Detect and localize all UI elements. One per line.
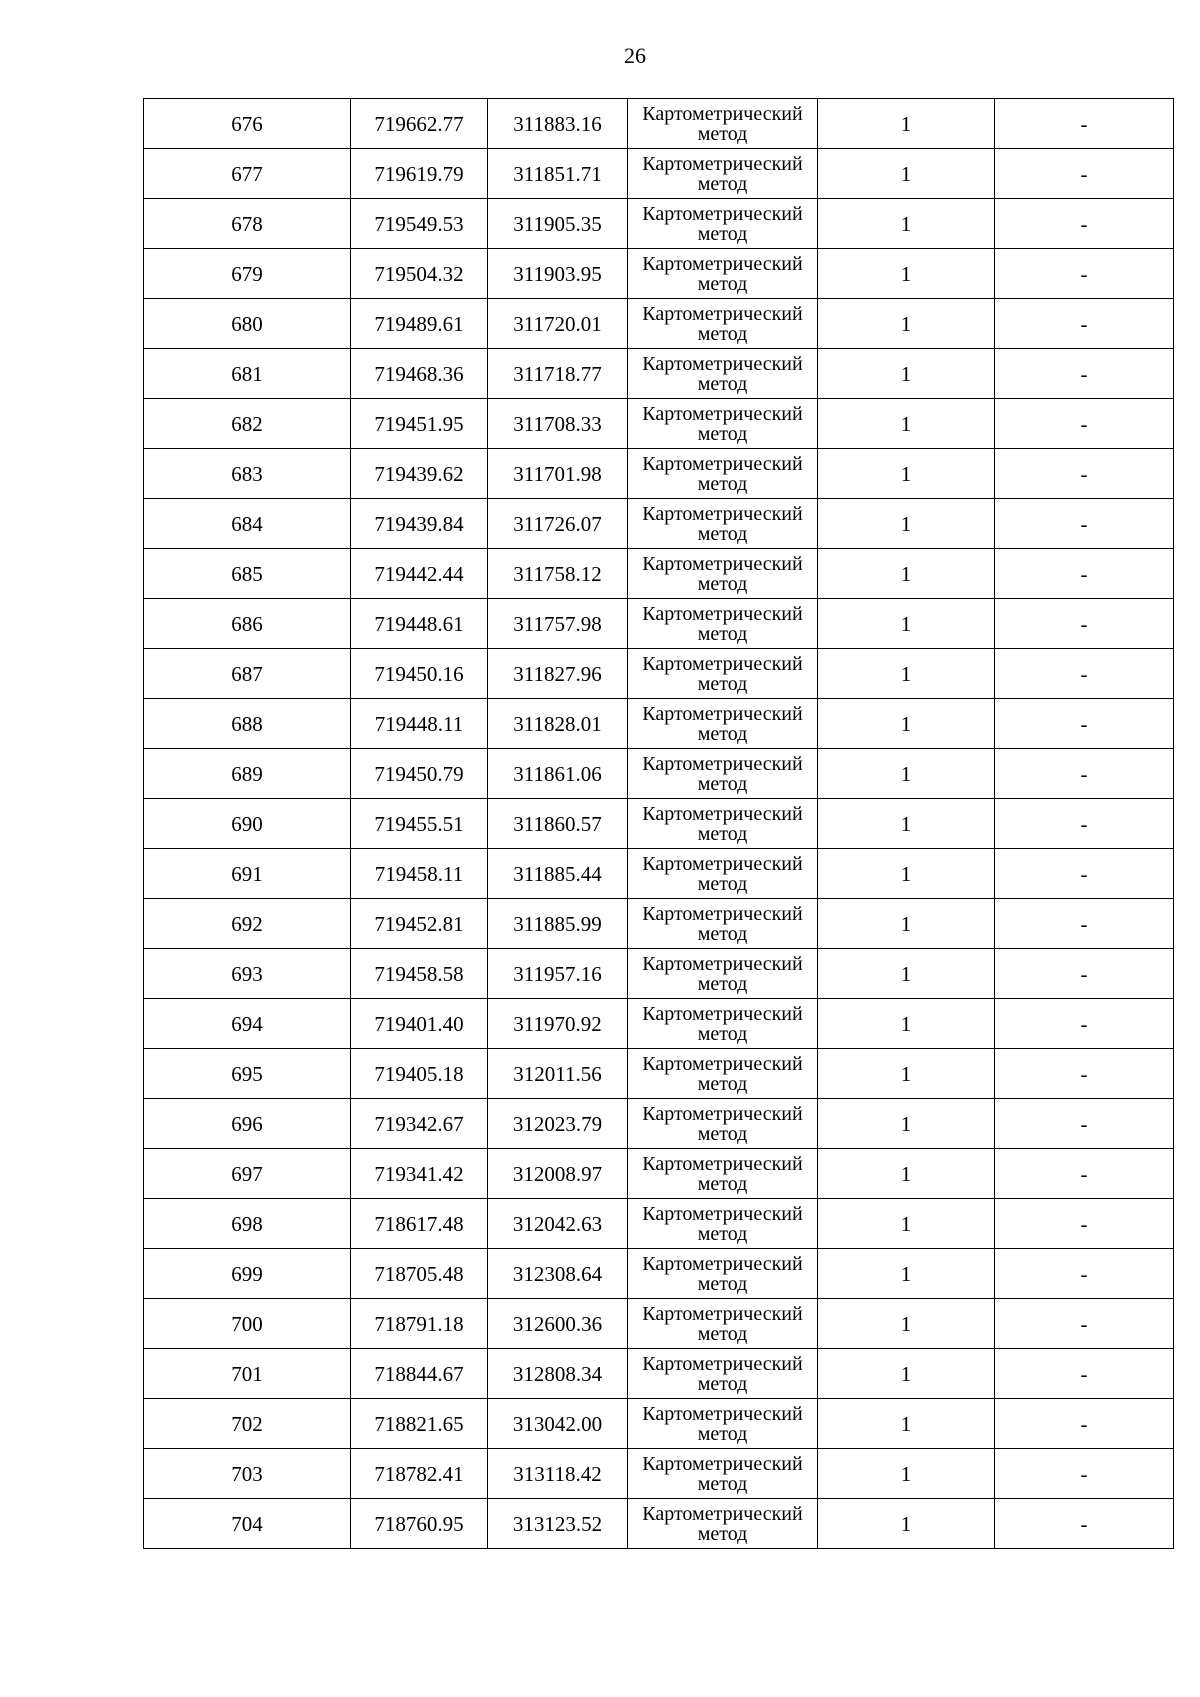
method-cell: [628, 449, 818, 499]
method-line-1: Картометрический: [642, 1402, 803, 1425]
accuracy: 1: [818, 1099, 995, 1149]
method-line-2: метод: [697, 1122, 748, 1145]
accuracy: 1: [818, 1149, 995, 1199]
coordinate-y: 311903.95: [488, 249, 628, 299]
coordinate-y: 311758.12: [488, 549, 628, 599]
table-row: [144, 1049, 1174, 1099]
table-row: [144, 299, 1174, 349]
accuracy: 1: [818, 749, 995, 799]
accuracy: 1: [818, 349, 995, 399]
coordinate-y: 312042.63: [488, 1199, 628, 1249]
coordinate-y: 311708.33: [488, 399, 628, 449]
coordinate-x: 719458.11: [351, 849, 488, 899]
method-line-1: Картометрический: [642, 1102, 803, 1125]
table-row: [144, 899, 1174, 949]
method-cell: [628, 249, 818, 299]
point-number: 701: [144, 1349, 351, 1399]
coordinate-y: 312308.64: [488, 1249, 628, 1299]
coordinate-y: 311970.92: [488, 999, 628, 1049]
table-row: [144, 1399, 1174, 1449]
point-number: 698: [144, 1199, 351, 1249]
method-cell: [628, 1349, 818, 1399]
point-number: 687: [144, 649, 351, 699]
method-line-1: Картометрический: [642, 652, 803, 675]
accuracy: 1: [818, 599, 995, 649]
point-number: 685: [144, 549, 351, 599]
point-number: 682: [144, 399, 351, 449]
table-row: [144, 699, 1174, 749]
point-number: 681: [144, 349, 351, 399]
method-line-2: метод: [697, 922, 748, 945]
coordinate-x: 718821.65: [351, 1399, 488, 1449]
method-cell: [628, 799, 818, 849]
note: -: [995, 1049, 1174, 1099]
method-line-1: Картометрический: [642, 852, 803, 875]
accuracy: 1: [818, 799, 995, 849]
note: -: [995, 1349, 1174, 1399]
accuracy: 1: [818, 1449, 995, 1499]
coordinate-y: 312008.97: [488, 1149, 628, 1199]
coordinate-x: 719439.84: [351, 499, 488, 549]
table-row: [144, 249, 1174, 299]
point-number: 693: [144, 949, 351, 999]
accuracy: 1: [818, 849, 995, 899]
table-row: [144, 599, 1174, 649]
method-cell: [628, 849, 818, 899]
method-cell: [628, 999, 818, 1049]
table-row: [144, 999, 1174, 1049]
table-row: [144, 549, 1174, 599]
point-number: 684: [144, 499, 351, 549]
accuracy: 1: [818, 1199, 995, 1249]
point-number: 699: [144, 1249, 351, 1299]
point-number: 695: [144, 1049, 351, 1099]
method-line-1: Картометрический: [642, 952, 803, 975]
note: -: [995, 1499, 1174, 1549]
table-row: [144, 1349, 1174, 1399]
coordinate-y: 311885.99: [488, 899, 628, 949]
method-cell: [628, 1499, 818, 1549]
method-line-2: метод: [697, 422, 748, 445]
method-line-1: Картометрический: [642, 552, 803, 575]
table-row: [144, 749, 1174, 799]
method-line-2: метод: [697, 1022, 748, 1045]
method-line-2: метод: [697, 722, 748, 745]
coordinate-y: 311726.07: [488, 499, 628, 549]
coordinate-x: 719452.81: [351, 899, 488, 949]
note: -: [995, 1099, 1174, 1149]
method-line-1: Картометрический: [642, 1202, 803, 1225]
method-line-1: Картометрический: [642, 252, 803, 275]
coordinate-x: 718782.41: [351, 1449, 488, 1499]
accuracy: 1: [818, 649, 995, 699]
method-line-2: метод: [697, 1322, 748, 1345]
coordinate-x: 719489.61: [351, 299, 488, 349]
note: -: [995, 799, 1174, 849]
point-number: 677: [144, 149, 351, 199]
method-line-1: Картометрический: [642, 1352, 803, 1375]
method-line-1: Картометрический: [642, 702, 803, 725]
accuracy: 1: [818, 249, 995, 299]
note: -: [995, 649, 1174, 699]
coordinate-x: 719468.36: [351, 349, 488, 399]
coordinate-y: 311883.16: [488, 99, 628, 149]
table-row: [144, 449, 1174, 499]
method-line-1: Картометрический: [642, 202, 803, 225]
coordinate-y: 311860.57: [488, 799, 628, 849]
point-number: 692: [144, 899, 351, 949]
coordinate-x: 718760.95: [351, 1499, 488, 1549]
method-line-1: Картометрический: [642, 1002, 803, 1025]
table-row: [144, 1149, 1174, 1199]
coordinate-x: 718791.18: [351, 1299, 488, 1349]
table-row: [144, 1499, 1174, 1549]
coordinate-y: 311718.77: [488, 349, 628, 399]
coordinate-x: 719448.11: [351, 699, 488, 749]
accuracy: 1: [818, 299, 995, 349]
point-number: 688: [144, 699, 351, 749]
coordinate-y: 311905.35: [488, 199, 628, 249]
table-row: [144, 149, 1174, 199]
point-number: 686: [144, 599, 351, 649]
point-number: 689: [144, 749, 351, 799]
method-line-2: метод: [697, 572, 748, 595]
accuracy: 1: [818, 1499, 995, 1549]
point-number: 676: [144, 99, 351, 149]
coordinate-y: 311885.44: [488, 849, 628, 899]
point-number: 691: [144, 849, 351, 899]
table-row: [144, 349, 1174, 399]
method-cell: [628, 99, 818, 149]
accuracy: 1: [818, 699, 995, 749]
coordinate-x: 719619.79: [351, 149, 488, 199]
method-cell: [628, 899, 818, 949]
note: -: [995, 599, 1174, 649]
accuracy: 1: [818, 1249, 995, 1299]
coordinate-x: 719450.16: [351, 649, 488, 699]
coordinate-x: 719401.40: [351, 999, 488, 1049]
note: -: [995, 549, 1174, 599]
coordinate-y: 313042.00: [488, 1399, 628, 1449]
method-line-1: Картометрический: [642, 1252, 803, 1275]
coordinate-x: 719442.44: [351, 549, 488, 599]
point-number: 704: [144, 1499, 351, 1549]
method-line-1: Картометрический: [642, 752, 803, 775]
coordinate-y: 312023.79: [488, 1099, 628, 1149]
coordinate-y: 311957.16: [488, 949, 628, 999]
method-line-1: Картометрический: [642, 452, 803, 475]
method-line-2: метод: [697, 772, 748, 795]
coordinate-x: 719341.42: [351, 1149, 488, 1199]
point-number: 678: [144, 199, 351, 249]
method-cell: [628, 1099, 818, 1149]
coordinate-x: 719448.61: [351, 599, 488, 649]
method-line-1: Картометрический: [642, 1152, 803, 1175]
method-line-2: метод: [697, 822, 748, 845]
method-line-2: метод: [697, 672, 748, 695]
note: -: [995, 1449, 1174, 1499]
method-line-2: метод: [697, 1472, 748, 1495]
method-line-2: метод: [697, 1272, 748, 1295]
method-line-2: метод: [697, 1372, 748, 1395]
coordinate-x: 719549.53: [351, 199, 488, 249]
accuracy: 1: [818, 149, 995, 199]
note: -: [995, 499, 1174, 549]
table-row: [144, 399, 1174, 449]
coordinate-y: 313118.42: [488, 1449, 628, 1499]
method-cell: [628, 349, 818, 399]
method-line-1: Картометрический: [642, 1452, 803, 1475]
method-line-2: метод: [697, 272, 748, 295]
method-cell: [628, 1199, 818, 1249]
point-number: 680: [144, 299, 351, 349]
method-line-2: метод: [697, 122, 748, 145]
coordinate-y: 313123.52: [488, 1499, 628, 1549]
coordinate-y: 311851.71: [488, 149, 628, 199]
method-line-1: Картометрический: [642, 602, 803, 625]
point-number: 696: [144, 1099, 351, 1149]
coordinate-x: 719405.18: [351, 1049, 488, 1099]
coordinate-x: 719439.62: [351, 449, 488, 499]
coordinate-x: 719451.95: [351, 399, 488, 449]
method-cell: [628, 949, 818, 999]
coordinate-x: 719458.58: [351, 949, 488, 999]
coordinate-x: 719342.67: [351, 1099, 488, 1149]
method-line-2: метод: [697, 1522, 748, 1545]
accuracy: 1: [818, 1049, 995, 1099]
note: -: [995, 349, 1174, 399]
coordinate-x: 719450.79: [351, 749, 488, 799]
point-number: 694: [144, 999, 351, 1049]
note: -: [995, 999, 1174, 1049]
method-line-2: метод: [697, 372, 748, 395]
point-number: 700: [144, 1299, 351, 1349]
table-row: [144, 799, 1174, 849]
note: -: [995, 149, 1174, 199]
method-line-2: метод: [697, 1422, 748, 1445]
accuracy: 1: [818, 1349, 995, 1399]
method-cell: [628, 1149, 818, 1199]
coordinate-x: 719455.51: [351, 799, 488, 849]
method-line-1: Картометрический: [642, 302, 803, 325]
coordinates-table: [143, 98, 1174, 1549]
coordinate-y: 312011.56: [488, 1049, 628, 1099]
table-row: [144, 849, 1174, 899]
method-line-2: метод: [697, 1172, 748, 1195]
method-cell: [628, 1399, 818, 1449]
method-line-1: Картометрический: [642, 1052, 803, 1075]
table-row: [144, 649, 1174, 699]
method-cell: [628, 749, 818, 799]
method-line-2: метод: [697, 872, 748, 895]
method-cell: [628, 499, 818, 549]
method-line-2: метод: [697, 172, 748, 195]
method-line-1: Картометрический: [642, 402, 803, 425]
accuracy: 1: [818, 899, 995, 949]
method-line-2: метод: [697, 1222, 748, 1245]
method-line-1: Картометрический: [642, 102, 803, 125]
method-line-2: метод: [697, 222, 748, 245]
method-line-1: Картометрический: [642, 152, 803, 175]
method-cell: [628, 1049, 818, 1099]
table-row: [144, 1299, 1174, 1349]
note: -: [995, 1249, 1174, 1299]
note: -: [995, 399, 1174, 449]
table-row: [144, 1449, 1174, 1499]
table-row: [144, 99, 1174, 149]
method-cell: [628, 549, 818, 599]
method-cell: [628, 199, 818, 249]
note: -: [995, 249, 1174, 299]
method-line-2: метод: [697, 1072, 748, 1095]
note: -: [995, 99, 1174, 149]
coordinate-x: 718705.48: [351, 1249, 488, 1299]
coordinate-x: 718617.48: [351, 1199, 488, 1249]
method-cell: [628, 699, 818, 749]
accuracy: 1: [818, 449, 995, 499]
coordinate-y: 311757.98: [488, 599, 628, 649]
accuracy: 1: [818, 199, 995, 249]
note: -: [995, 1199, 1174, 1249]
note: -: [995, 849, 1174, 899]
accuracy: 1: [818, 1399, 995, 1449]
method-line-2: метод: [697, 472, 748, 495]
note: -: [995, 449, 1174, 499]
accuracy: 1: [818, 549, 995, 599]
point-number: 702: [144, 1399, 351, 1449]
method-cell: [628, 149, 818, 199]
coordinate-x: 718844.67: [351, 1349, 488, 1399]
method-cell: [628, 399, 818, 449]
note: -: [995, 1149, 1174, 1199]
table-row: [144, 1249, 1174, 1299]
method-line-2: метод: [697, 522, 748, 545]
page-number: 26: [624, 43, 646, 68]
table-row: [144, 499, 1174, 549]
coordinate-y: 311828.01: [488, 699, 628, 749]
method-cell: [628, 1299, 818, 1349]
coordinate-y: 311720.01: [488, 299, 628, 349]
point-number: 690: [144, 799, 351, 849]
method-line-1: Картометрический: [642, 1302, 803, 1325]
coordinate-y: 312600.36: [488, 1299, 628, 1349]
method-cell: [628, 1249, 818, 1299]
point-number: 697: [144, 1149, 351, 1199]
coordinate-x: 719504.32: [351, 249, 488, 299]
coordinates-table-body: [144, 99, 1174, 1549]
note: -: [995, 899, 1174, 949]
method-line-1: Картометрический: [642, 802, 803, 825]
note: -: [995, 1299, 1174, 1349]
point-number: 679: [144, 249, 351, 299]
table-row: [144, 949, 1174, 999]
coordinate-y: 311827.96: [488, 649, 628, 699]
accuracy: 1: [818, 499, 995, 549]
note: -: [995, 749, 1174, 799]
method-cell: [628, 599, 818, 649]
accuracy: 1: [818, 399, 995, 449]
coordinate-y: 311701.98: [488, 449, 628, 499]
method-line-1: Картометрический: [642, 1502, 803, 1525]
coordinate-x: 719662.77: [351, 99, 488, 149]
coordinate-y: 311861.06: [488, 749, 628, 799]
method-line-2: метод: [697, 972, 748, 995]
note: -: [995, 699, 1174, 749]
note: -: [995, 299, 1174, 349]
method-cell: [628, 1449, 818, 1499]
accuracy: 1: [818, 1299, 995, 1349]
note: -: [995, 199, 1174, 249]
method-line-2: метод: [697, 622, 748, 645]
point-number: 703: [144, 1449, 351, 1499]
table-row: [144, 1099, 1174, 1149]
point-number: 683: [144, 449, 351, 499]
method-line-1: Картометрический: [642, 352, 803, 375]
method-line-1: Картометрический: [642, 902, 803, 925]
method-cell: [628, 299, 818, 349]
method-line-2: метод: [697, 322, 748, 345]
note: -: [995, 949, 1174, 999]
accuracy: 1: [818, 99, 995, 149]
coordinate-y: 312808.34: [488, 1349, 628, 1399]
note: -: [995, 1399, 1174, 1449]
table-row: [144, 199, 1174, 249]
table-row: [144, 1199, 1174, 1249]
method-cell: [628, 649, 818, 699]
accuracy: 1: [818, 999, 995, 1049]
accuracy: 1: [818, 949, 995, 999]
method-line-1: Картометрический: [642, 502, 803, 525]
